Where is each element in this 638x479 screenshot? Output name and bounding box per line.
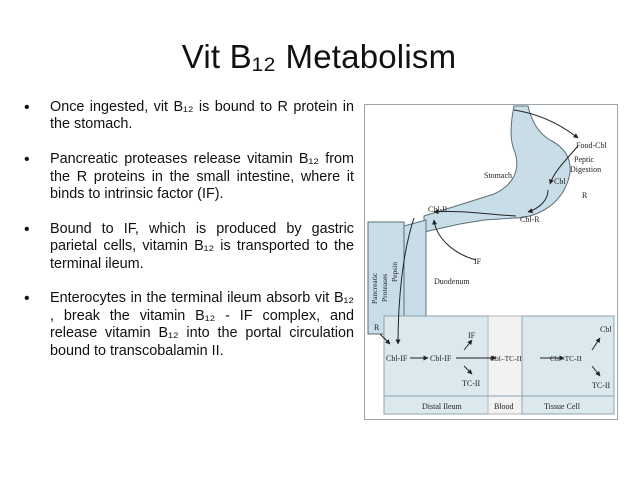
bullet-text: Bound to IF, which is produced by gastric parietal cells, vitamin B₁₂ is transported to the terminal ileum. <box>50 220 354 272</box>
bullet-item <box>24 290 354 360</box>
label-tc2-tissue: TC-II <box>592 381 611 390</box>
label-peptic: Peptic <box>574 155 594 164</box>
label-r-top: R <box>582 191 588 200</box>
slide-title: Vit B₁₂ Metabolism <box>181 38 457 75</box>
label-cbl-if-left: Cbl-IF <box>386 354 408 363</box>
blood-band <box>488 316 522 414</box>
label-distal-ileum: Distal Ileum <box>422 402 462 411</box>
bullet-list <box>24 99 354 377</box>
bullet-text: Pancreatic proteases release vitamin B₁₂ from the R proteins in the small intestine, where it binds to intrinsic factor (IF). <box>50 151 354 203</box>
label-duodenum: Duodenum <box>434 277 470 286</box>
label-cbl-top: Cbl <box>554 177 566 186</box>
label-pepsin: Pepsin <box>390 261 399 282</box>
label-cbl-r-left: Cbl-R <box>428 205 448 214</box>
label-stomach: Stomach <box>484 171 512 180</box>
label-tissue-cell: Tissue Cell <box>544 402 580 411</box>
label-pancreatic: Pancreatic <box>370 272 379 304</box>
bullet-dot: • <box>24 290 30 308</box>
label-digestion: Digestion <box>570 165 602 174</box>
label-if-mid: IF <box>474 257 482 266</box>
bullet-item <box>24 151 354 203</box>
label-food-cbl: Food-Cbl <box>576 141 607 150</box>
label-cbl-tc2-tissue: Cbl–TC-II <box>550 354 582 363</box>
label-r-low: R <box>374 323 380 332</box>
label-cbl-if-mid: Cbl-IF <box>430 354 452 363</box>
b12-metabolism-diagram <box>364 104 618 420</box>
label-cbl-tc2-blood: Cbl–TC-II <box>490 354 522 363</box>
bullet-text: Enterocytes in the terminal ileum absorb vit B₁₂ , break the vitamin B₁₂ - IF complex, and release vitamin B₁₂ into the portal circulation bound to transcobalamin II. <box>50 290 354 359</box>
label-tc2-ileum: TC-II <box>462 379 481 388</box>
bullet-item <box>24 221 354 273</box>
diagram-svg <box>364 104 618 420</box>
label-proteases: Proteases <box>380 273 389 302</box>
bullet-item <box>24 99 354 134</box>
label-cbl-r-stomach: Cbl-R <box>520 215 540 224</box>
label-cbl-tissue: Cbl <box>600 325 612 334</box>
bullet-dot: • <box>24 99 30 116</box>
bullet-dot: • <box>24 220 30 238</box>
bullet-dot: • <box>24 151 30 169</box>
label-if-ileum: IF <box>468 331 476 340</box>
bullet-text: Once ingested, vit B₁₂ is bound to R protein in the stomach. <box>50 99 354 133</box>
label-blood: Blood <box>494 402 514 411</box>
